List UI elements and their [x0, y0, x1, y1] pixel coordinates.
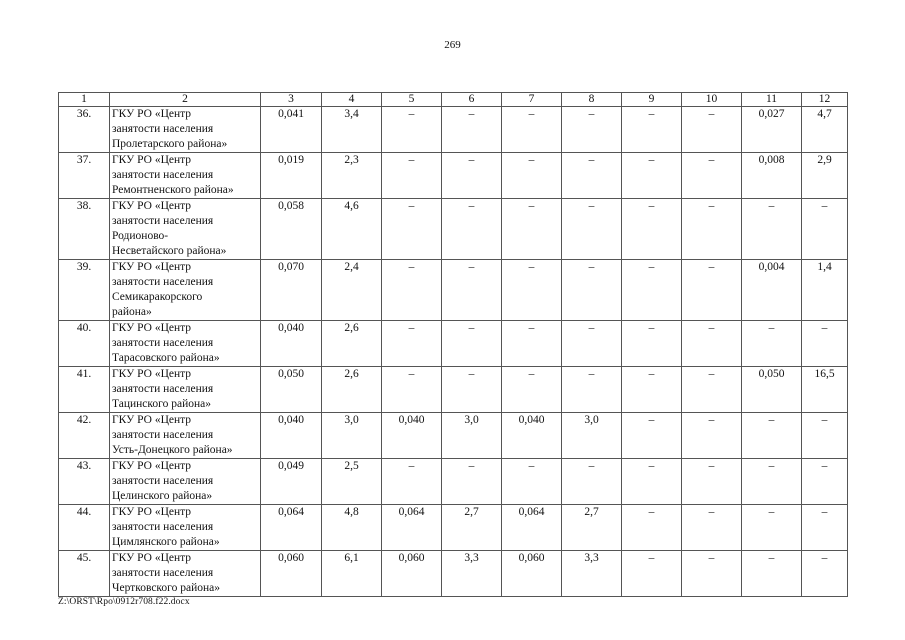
value-cell: – — [442, 260, 502, 321]
value-cell: 2,4 — [322, 260, 382, 321]
value-cell: – — [742, 413, 802, 459]
value-cell: – — [622, 459, 682, 505]
value-cell: – — [442, 199, 502, 260]
row-number-cell: 40. — [59, 321, 110, 367]
value-cell: 3,0 — [322, 413, 382, 459]
table-row — [59, 413, 848, 459]
value-cell: 0,040 — [261, 321, 322, 367]
value-cell: – — [622, 321, 682, 367]
organization-name-line: Цимлянского района» — [112, 536, 220, 548]
organization-name-line: Пролетарского района» — [112, 138, 228, 150]
table-row — [59, 199, 848, 260]
value-cell: – — [802, 551, 848, 597]
column-number-header: 4 — [322, 93, 382, 107]
value-cell: 0,004 — [742, 260, 802, 321]
value-cell: 1,4 — [802, 260, 848, 321]
value-cell: – — [622, 367, 682, 413]
value-cell: – — [742, 199, 802, 260]
organization-name-cell — [110, 367, 261, 413]
value-cell: – — [682, 260, 742, 321]
organization-name-line: ГКУ РО «Центр — [112, 506, 192, 518]
organization-name-line: Целинского района» — [112, 490, 213, 502]
column-number-header: 11 — [742, 93, 802, 107]
organization-name-line: ГКУ РО «Центр — [112, 414, 192, 426]
organization-name-line: ГКУ РО «Центр — [112, 552, 192, 564]
value-cell: 2,5 — [322, 459, 382, 505]
organization-name-cell — [110, 153, 261, 199]
value-cell: 2,7 — [442, 505, 502, 551]
value-cell: 0,008 — [742, 153, 802, 199]
row-number-cell: 45. — [59, 551, 110, 597]
organization-name-line: занятости населения — [112, 276, 214, 288]
organization-name-line: занятости населения — [112, 475, 214, 487]
organization-name-cell — [110, 199, 261, 260]
value-cell: 3,3 — [442, 551, 502, 597]
value-cell: 0,058 — [261, 199, 322, 260]
column-number-header: 10 — [682, 93, 742, 107]
row-number-cell: 43. — [59, 459, 110, 505]
row-number-cell: 42. — [59, 413, 110, 459]
value-cell: 3,3 — [562, 551, 622, 597]
value-cell: 0,027 — [742, 107, 802, 153]
value-cell: – — [382, 459, 442, 505]
value-cell: – — [562, 107, 622, 153]
organization-name-cell — [110, 107, 261, 153]
organization-name-cell — [110, 505, 261, 551]
value-cell: – — [622, 107, 682, 153]
organization-name-line: района» — [112, 306, 152, 318]
organization-name-cell — [110, 413, 261, 459]
value-cell: – — [502, 367, 562, 413]
value-cell: – — [562, 153, 622, 199]
data-table — [58, 92, 848, 597]
value-cell: – — [502, 199, 562, 260]
organization-name-line: ГКУ РО «Центр — [112, 368, 192, 380]
organization-name-line: Тацинского района» — [112, 398, 211, 410]
organization-name-line: Несветайского района» — [112, 245, 227, 257]
value-cell: 0,070 — [261, 260, 322, 321]
value-cell: – — [622, 199, 682, 260]
organization-name-line: ГКУ РО «Центр — [112, 322, 192, 334]
value-cell: – — [682, 551, 742, 597]
value-cell: 4,6 — [322, 199, 382, 260]
value-cell: 0,060 — [261, 551, 322, 597]
value-cell: – — [502, 321, 562, 367]
value-cell: – — [502, 260, 562, 321]
organization-name-line: Тарасовского района» — [112, 352, 220, 364]
column-number-header: 8 — [562, 93, 622, 107]
organization-name-line: ГКУ РО «Центр — [112, 460, 192, 472]
table-row — [59, 367, 848, 413]
value-cell: – — [502, 107, 562, 153]
value-cell: – — [622, 505, 682, 551]
value-cell: – — [382, 321, 442, 367]
value-cell: 0,050 — [742, 367, 802, 413]
column-number-header: 7 — [502, 93, 562, 107]
value-cell: – — [382, 199, 442, 260]
row-number-cell: 41. — [59, 367, 110, 413]
value-cell: 0,060 — [502, 551, 562, 597]
value-cell: – — [802, 199, 848, 260]
column-number-header: 1 — [59, 93, 110, 107]
organization-name-line: Чертковского района» — [112, 582, 220, 594]
value-cell: – — [382, 260, 442, 321]
table-body — [59, 107, 848, 597]
value-cell: – — [802, 321, 848, 367]
row-number-cell: 38. — [59, 199, 110, 260]
value-cell: – — [562, 321, 622, 367]
value-cell: 0,019 — [261, 153, 322, 199]
value-cell: 3,0 — [442, 413, 502, 459]
value-cell: – — [442, 321, 502, 367]
value-cell: – — [562, 367, 622, 413]
column-number-row — [59, 93, 848, 107]
organization-name-line: Семикаракорского — [112, 291, 203, 303]
value-cell: – — [382, 367, 442, 413]
value-cell: – — [742, 321, 802, 367]
value-cell: 0,050 — [261, 367, 322, 413]
organization-name-line: занятости населения — [112, 169, 214, 181]
value-cell: – — [442, 107, 502, 153]
value-cell: – — [622, 153, 682, 199]
organization-name-line: Ремонтненского района» — [112, 184, 234, 196]
organization-name-line: занятости населения — [112, 337, 214, 349]
row-number-cell: 36. — [59, 107, 110, 153]
table-row — [59, 107, 848, 153]
value-cell: – — [682, 321, 742, 367]
value-cell: 0,064 — [502, 505, 562, 551]
column-number-header: 9 — [622, 93, 682, 107]
value-cell: – — [802, 413, 848, 459]
organization-name-line: занятости населения — [112, 123, 214, 135]
value-cell: 2,6 — [322, 367, 382, 413]
value-cell: 2,7 — [562, 505, 622, 551]
value-cell: – — [442, 459, 502, 505]
value-cell: – — [682, 459, 742, 505]
column-number-header: 5 — [382, 93, 442, 107]
value-cell: 16,5 — [802, 367, 848, 413]
organization-name-line: Родионово- — [112, 230, 169, 242]
column-number-header: 2 — [110, 93, 261, 107]
row-number-cell: 44. — [59, 505, 110, 551]
organization-name-cell — [110, 459, 261, 505]
value-cell: – — [502, 459, 562, 505]
value-cell: 0,064 — [382, 505, 442, 551]
value-cell: 3,0 — [562, 413, 622, 459]
value-cell: – — [562, 459, 622, 505]
organization-name-line: занятости населения — [112, 429, 214, 441]
organization-name-line: занятости населения — [112, 215, 214, 227]
value-cell: – — [622, 551, 682, 597]
value-cell: – — [562, 260, 622, 321]
value-cell: – — [682, 107, 742, 153]
organization-name-line: ГКУ РО «Центр — [112, 154, 192, 166]
value-cell: 0,049 — [261, 459, 322, 505]
value-cell: – — [802, 505, 848, 551]
organization-name-cell — [110, 260, 261, 321]
value-cell: 2,3 — [322, 153, 382, 199]
value-cell: – — [802, 459, 848, 505]
organization-name-line: занятости населения — [112, 383, 214, 395]
value-cell: 0,040 — [382, 413, 442, 459]
organization-name-line: ГКУ РО «Центр — [112, 108, 192, 120]
value-cell: – — [622, 413, 682, 459]
value-cell: 2,6 — [322, 321, 382, 367]
organization-name-line: занятости населения — [112, 521, 214, 533]
value-cell: – — [742, 459, 802, 505]
column-number-header: 12 — [802, 93, 848, 107]
value-cell: – — [682, 153, 742, 199]
value-cell: – — [442, 367, 502, 413]
value-cell: – — [382, 107, 442, 153]
value-cell: 0,040 — [261, 413, 322, 459]
table-row — [59, 153, 848, 199]
page-number: 269 — [444, 39, 461, 51]
table-row — [59, 551, 848, 597]
value-cell: – — [742, 551, 802, 597]
value-cell: – — [382, 153, 442, 199]
value-cell: 2,9 — [802, 153, 848, 199]
file-path-footer: Z:\ORST\Rpo\0912r708.f22.docx — [58, 597, 190, 607]
value-cell: 4,8 — [322, 505, 382, 551]
organization-name-line: ГКУ РО «Центр — [112, 261, 192, 273]
organization-name-line: Усть-Донецкого района» — [112, 444, 233, 456]
value-cell: – — [562, 199, 622, 260]
value-cell: – — [682, 367, 742, 413]
value-cell: 0,060 — [382, 551, 442, 597]
value-cell: – — [442, 153, 502, 199]
table-row — [59, 459, 848, 505]
table-row — [59, 505, 848, 551]
value-cell: 3,4 — [322, 107, 382, 153]
table-row — [59, 260, 848, 321]
value-cell: – — [682, 199, 742, 260]
value-cell: 0,040 — [502, 413, 562, 459]
value-cell: 6,1 — [322, 551, 382, 597]
column-number-header: 6 — [442, 93, 502, 107]
value-cell: 0,064 — [261, 505, 322, 551]
value-cell: – — [682, 505, 742, 551]
table-row — [59, 321, 848, 367]
organization-name-cell — [110, 321, 261, 367]
value-cell: – — [502, 153, 562, 199]
value-cell: 4,7 — [802, 107, 848, 153]
row-number-cell: 37. — [59, 153, 110, 199]
organization-name-line: занятости населения — [112, 567, 214, 579]
organization-name-cell — [110, 551, 261, 597]
value-cell: – — [682, 413, 742, 459]
value-cell: 0,041 — [261, 107, 322, 153]
value-cell: – — [622, 260, 682, 321]
organization-name-line: ГКУ РО «Центр — [112, 200, 192, 212]
column-number-header: 3 — [261, 93, 322, 107]
row-number-cell: 39. — [59, 260, 110, 321]
value-cell: – — [742, 505, 802, 551]
